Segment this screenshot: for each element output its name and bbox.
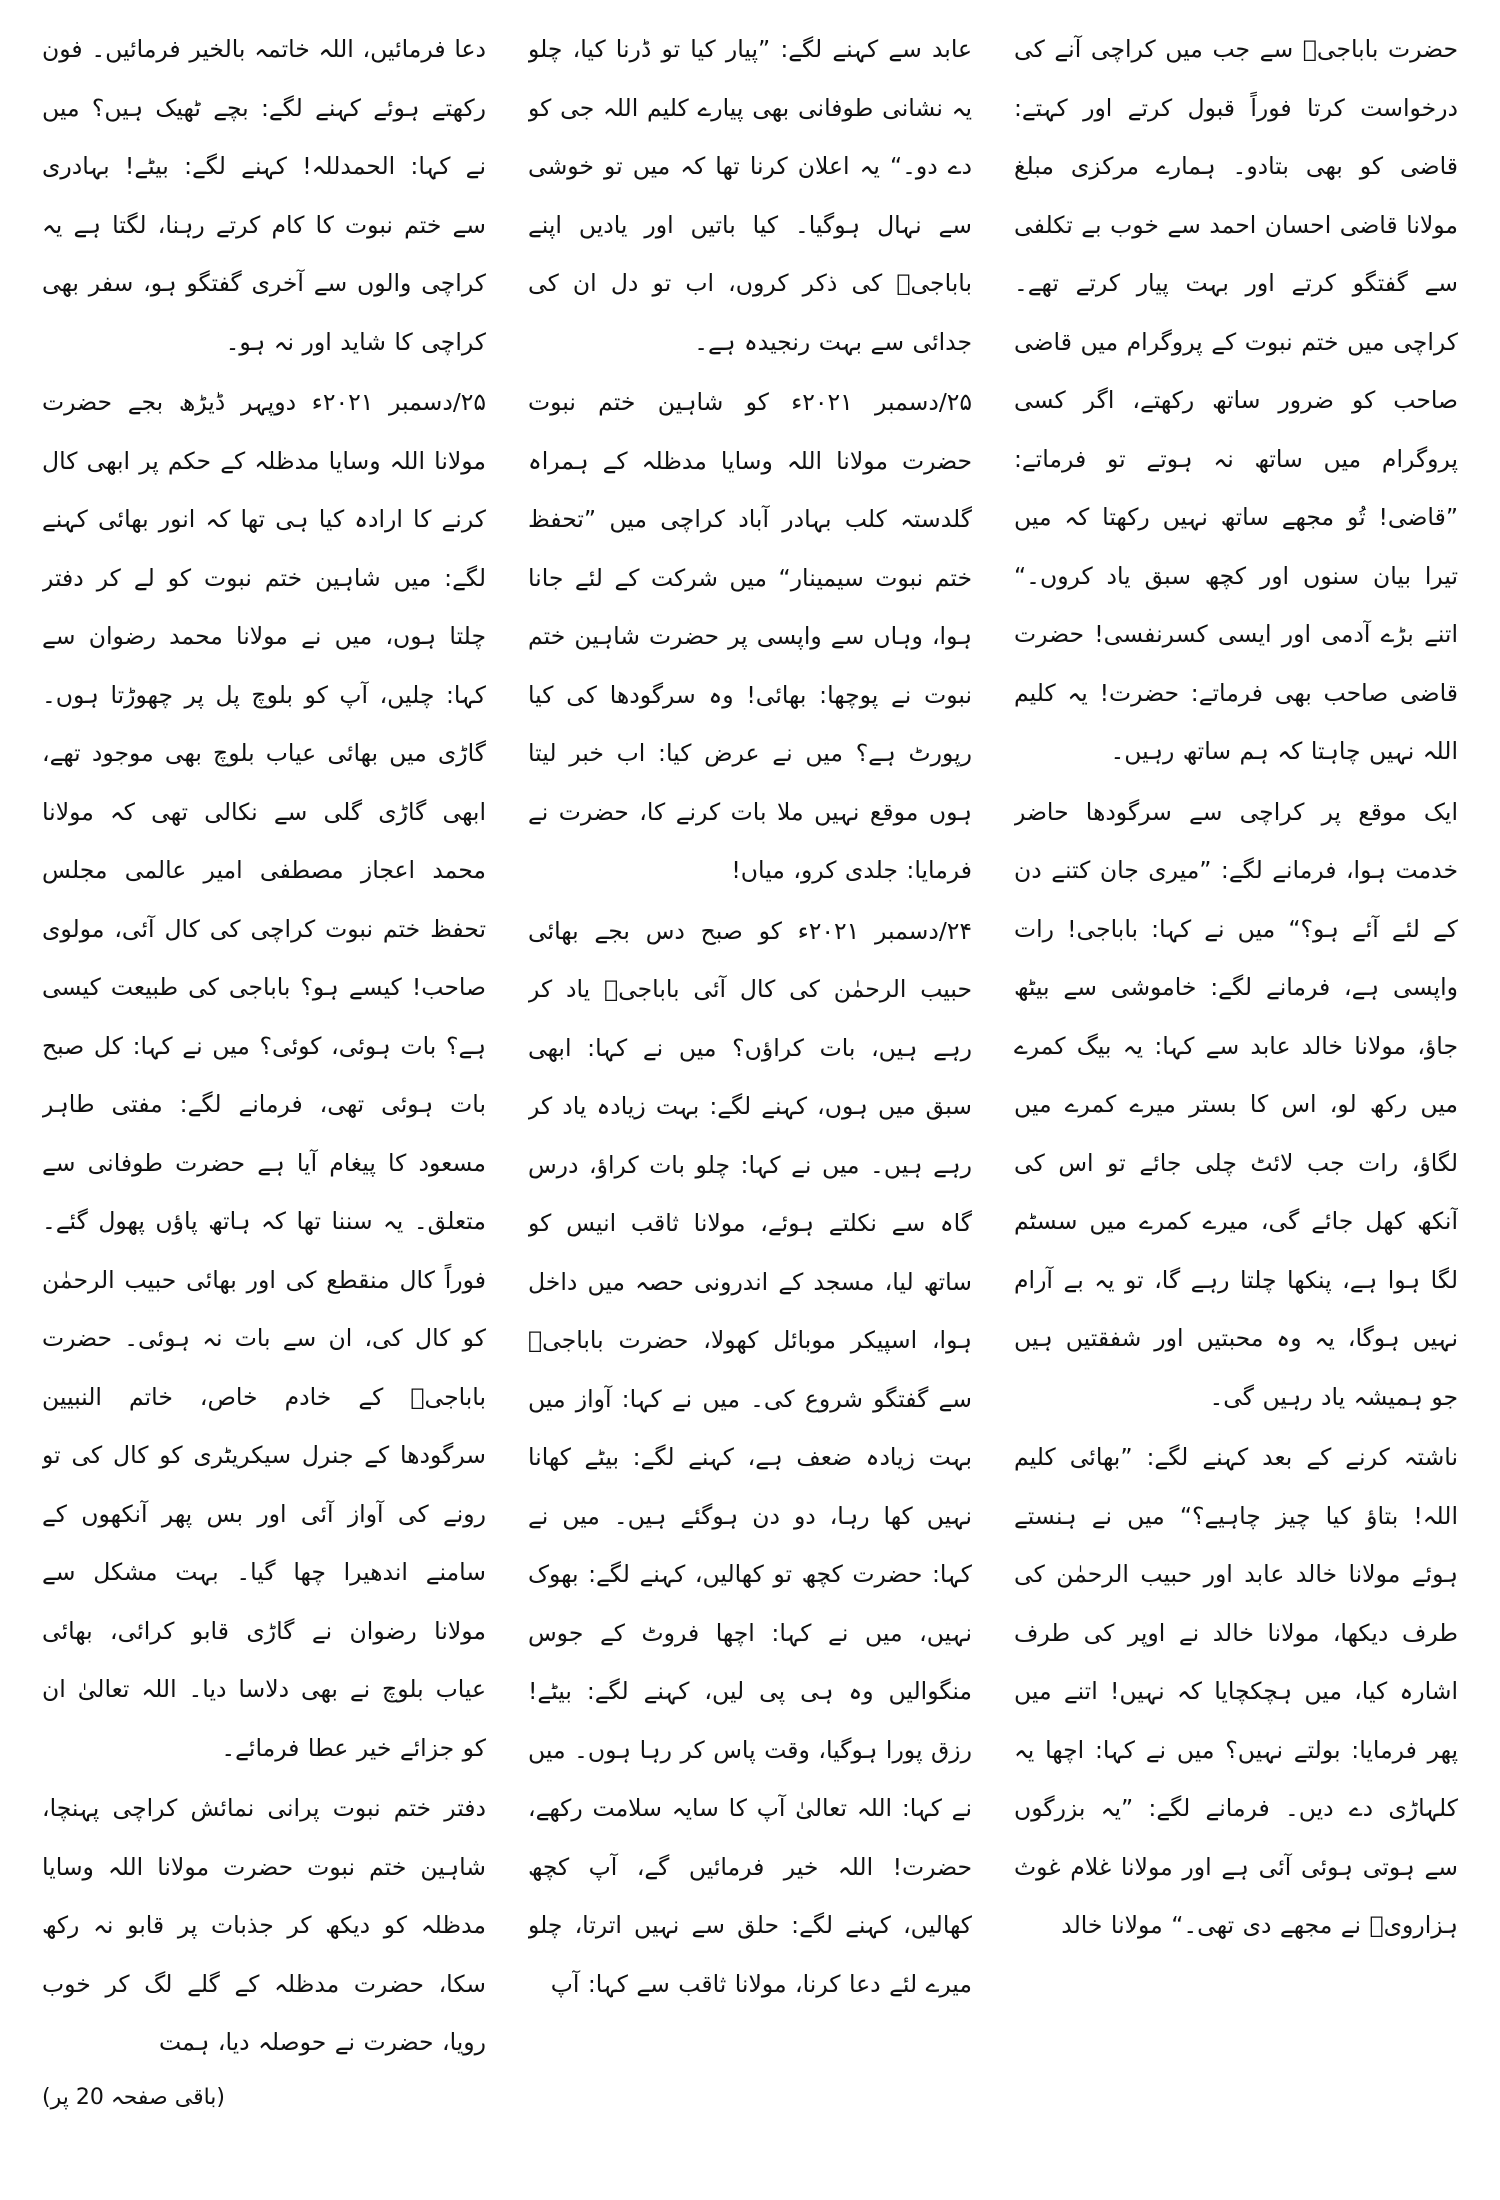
paragraph: عابد سے کہنے لگے: ”پیار کیا تو ڈرنا کیا، چلو یہ نشانی طوفانی بھی پیارے کلیم اللہ جی کو دے دو۔“ یہ اعلان کرنا تھا کہ میں تو خوشی سے نہال ہوگیا۔ کیا باتیں اور یادیں اپنے باباجیؒ کی ذکر کروں، اب تو دل ان کی جدائی سے بہت رنجیدہ ہے۔ [528, 35, 972, 356]
continuation-note: (باقی صفحہ 20 پر) [42, 2084, 225, 2110]
continuation-note-wrapper [42, 2078, 486, 2118]
paragraph: ۲۴/دسمبر ۲۰۲۱ء کو صبح دس بجے بھائی حبیب الرحمٰن کی کال آئی باباجیؒ یاد کر رہے ہیں، بات کراؤں؟ میں نے کہا: ابھی سبق میں ہوں، کہنے لگے: بہت زیادہ یاد کر رہے ہیں۔ میں نے کہا: چلو بات کراؤ، درس گاہ سے نکلتے ہوئے، مولانا ثاقب انیس کو ساتھ لیا، مسجد کے اندرونی حصہ میں داخل ہوا، اسپیکر موبائل کھولا، حضرت باباجیؒ سے گفتگو شروع کی۔ میں نے کہا: آواز میں بہت زیادہ ضعف ہے، کہنے لگے: بیٹے کھانا نہیں کھا رہا، دو دن ہوگئے ہیں۔ میں نے کہا: حضرت کچھ تو کھالیں، کہنے لگے: بھوک نہیں، میں نے کہا: اچھا فروٹ کے جوس منگوالیں وہ ہی پی لیں، کہنے لگے: بیٹے! رزق پورا ہوگیا، وقت پاس کر رہا ہوں۔ میں نے کہا: اللہ تعالیٰ آپ کا سایہ سلامت رکھے، حضرت! اللہ خیر فرمائیں گے، آپ کچھ کھالیں، کہنے لگے: حلق سے نہیں اترتا، چلو میرے لئے دعا کرنا، مولانا ثاقب سے کہا: آپ [528, 916, 972, 1998]
paragraph: ایک موقع پر کراچی سے سرگودھا حاضر خدمت ہوا، فرمانے لگے: ”میری جان کتنے دن کے لئے آئے ہو؟“ میں نے کہا: باباجی! رات واپسی ہے، فرمانے لگے: خاموشی سے بیٹھ جاؤ، مولانا خالد عابد سے کہا: یہ بیگ کمرے میں رکھ لو، اس کا بستر میرے کمرے میں لگاؤ، رات جب لائٹ چلی جائے تو اس کی آنکھ کھل جائے گی، میرے کمرے میں سسٹم لگا ہوا ہے، پنکھا چلتا رہے گا، تو یہ بے آرام نہیں ہوگا، یہ وہ محبتیں اور شفقتیں ہیں جو ہمیشہ یاد رہیں گی۔ [1014, 797, 1458, 1411]
column-right [1014, 20, 1458, 2180]
paragraph: ناشتہ کرنے کے بعد کہنے لگے: ”بھائی کلیم اللہ! بتاؤ کیا چیز چاہیے؟“ میں نے ہنستے ہوئے مولانا خالد عابد اور حبیب الرحمٰن کی طرف دیکھا، مولانا خالد نے اوپر کی طرف اشارہ کیا، میں ہچکچایا کہ نہیں! اتنے میں پھر فرمایا: بولتے نہیں؟ میں نے کہا: اچھا یہ کلہاڑی دے دیں۔ فرمانے لگے: ”یہ بزرگوں سے ہوتی ہوئی آئی ہے اور مولانا غلام غوث ہزارویؒ نے مجھے دی تھی۔“ مولانا خالد [1014, 1443, 1458, 1939]
column-left [42, 20, 486, 2180]
paragraph: دفتر ختم نبوت پرانی نمائش کراچی پہنچا، شاہین ختم نبوت حضرت مولانا اللہ وسایا مدظلہ کو دیکھ کر جذبات پر قابو نہ رکھ سکا، حضرت مدظلہ کے گلے لگ کر خوب رویا، حضرت نے حوصلہ دیا، ہمت [42, 1794, 486, 2056]
paragraph: ۲۵/دسمبر ۲۰۲۱ء کو شاہین ختم نبوت حضرت مولانا اللہ وسایا مدظلہ کے ہمراہ گلدستہ کلب بہادر آباد کراچی میں ”تحفظ ختم نبوت سیمینار“ میں شرکت کے لئے جانا ہوا، وہاں سے واپسی پر حضرت شاہین ختم نبوت نے پوچھا: بھائی! وہ سرگودھا کی کیا رپورٹ ہے؟ میں نے عرض کیا: اب خبر لیتا ہوں موقع نہیں ملا بات کرنے کا، حضرت نے فرمایا: جلدی کرو، میاں! [528, 388, 972, 884]
paragraph: حضرت باباجیؒ سے جب میں کراچی آنے کی درخواست کرتا فوراً قبول کرتے اور کہتے: قاضی کو بھی بتادو۔ ہمارے مرکزی مبلغ مولانا قاضی احسان احمد سے خوب بے تکلفی سے گفتگو کرتے اور بہت پیار کرتے تھے۔ کراچی میں ختم نبوت کے پروگرام میں قاضی صاحب کو ضرور ساتھ رکھتے، اگر کسی پروگرام میں ساتھ نہ ہوتے تو فرماتے: ”قاضی! تُو مجھے ساتھ نہیں رکھتا کہ میں تیرا بیان سنوں اور کچھ سبق یاد کروں۔“ اتنے بڑے آدمی اور ایسی کسرنفسی! حضرت قاضی صاحب بھی فرماتے: حضرت! یہ کلیم اللہ نہیں چاہتا کہ ہم ساتھ رہیں۔ [1014, 35, 1458, 765]
paragraph: ۲۵/دسمبر ۲۰۲۱ء دوپہر ڈیڑھ بجے حضرت مولانا اللہ وسایا مدظلہ کے حکم پر ابھی کال کرنے کا ارادہ کیا ہی تھا کہ انور بھائی کہنے لگے: میں شاہین ختم نبوت کو لے کر دفتر چلتا ہوں، میں نے مولانا محمد رضوان سے کہا: چلیں، آپ کو بلوچ پل پر چھوڑتا ہوں۔ گاڑی میں بھائی عیاب بلوچ بھی موجود تھے، ابھی گاڑی گلی سے نکالی تھی کہ مولانا محمد اعجاز مصطفی امیر عالمی مجلس تحفظ ختم نبوت کراچی کی کال آئی، مولوی صاحب! کیسے ہو؟ باباجی کی طبیعت کیسی ہے؟ بات ہوئی، کوئی؟ میں نے کہا: کل صبح بات ہوئی تھی، فرمانے لگے: مفتی طاہر مسعود کا پیغام آیا ہے حضرت طوفانی سے متعلق۔ یہ سننا تھا کہ ہاتھ پاؤں پھول گئے۔ فوراً کال منقطع کی اور بھائی حبیب الرحمٰن کو کال کی، ان سے بات نہ ہوئی۔ حضرت باباجیؒ کے خادم خاص، خاتم النبیین سرگودھا کے جنرل سیکریٹری کو کال کی تو رونے کی آواز آئی اور بس پھر آنکھوں کے سامنے اندھیرا چھا گیا۔ بہت مشکل سے مولانا رضوان نے گاڑی قابو کرائی، بھائی عیاب بلوچ نے بھی دلاسا دیا۔ اللہ تعالیٰ ان کو جزائے خیر عطا فرمائے۔ [42, 388, 486, 1762]
newspaper-page [42, 20, 1458, 2180]
column-middle [528, 20, 972, 2180]
paragraph: دعا فرمائیں، اللہ خاتمہ بالخیر فرمائیں۔ فون رکھتے ہوئے کہنے لگے: بچے ٹھیک ہیں؟ میں نے کہا: الحمدللہ! کہنے لگے: بیٹے! بہادری سے ختم نبوت کا کام کرتے رہنا، لگتا ہے یہ کراچی والوں سے آخری گفتگو ہو، سفر بھی کراچی کا شاید اور نہ ہو۔ [42, 35, 486, 356]
